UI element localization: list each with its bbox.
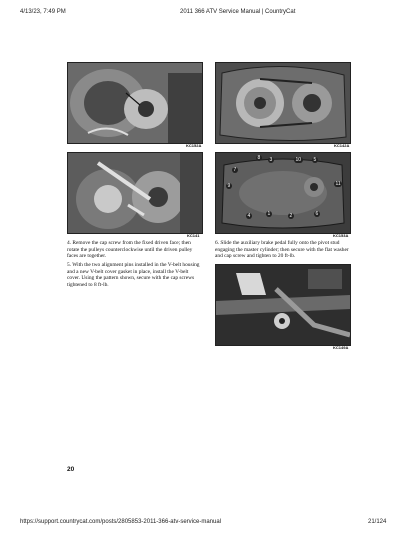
bolt-callout: 6 bbox=[315, 211, 319, 217]
bolt-callout: 10 bbox=[295, 157, 302, 163]
photo-pulley-tool bbox=[67, 152, 203, 234]
bolt-callout: 1 bbox=[267, 211, 271, 217]
figure-caption: KC142A bbox=[334, 143, 350, 148]
photo-driven-pulley bbox=[67, 62, 203, 144]
figure-caption: KC153A bbox=[333, 233, 349, 238]
bolt-callout: 9 bbox=[227, 183, 231, 189]
photo-v-belt-housing bbox=[215, 62, 351, 144]
photo-cover-bolt-pattern bbox=[215, 152, 351, 234]
bolt-callout: 8 bbox=[257, 155, 261, 161]
bolt-callout: 4 bbox=[247, 213, 251, 219]
bolt-callout: 5 bbox=[313, 157, 317, 163]
footer-page-count: 21/124 bbox=[368, 519, 387, 525]
step-4: 4. Remove the cap screw from the fixed driven face; then rotate the pulleys counterclockwise until the driven pulley faces are together. bbox=[67, 240, 193, 260]
page-title: 2011 366 ATV Service Manual | CountryCat bbox=[180, 9, 296, 15]
print-datetime: 4/13/23, 7:49 PM bbox=[20, 9, 66, 15]
bolt-callout: 3 bbox=[269, 157, 273, 163]
step-5: 5. With the two alignment pins installed in the V-belt housing and a new V-belt cover gasket in place, install the V-belt cover. Using the pattern shown, secure with the cap screws tightened to 8 ft-lb. bbox=[67, 262, 200, 288]
figure-caption: KC149A bbox=[333, 345, 349, 350]
figure-caption: KC152A bbox=[186, 143, 202, 148]
step-6: 6. Slide the auxiliary brake pedal fully onto the pivot stud engaging the master cylinder; then secure with the flat washer and cap screw and tighten to 20 ft-lb. bbox=[215, 240, 349, 260]
bolt-callout: 7 bbox=[233, 167, 237, 173]
bolt-callout: 11 bbox=[335, 181, 341, 187]
figure-caption: KC141 bbox=[187, 233, 200, 238]
footer-url: https://support.countrycat.com/posts/2805853-2011-366-atv-service-manual bbox=[20, 519, 221, 525]
page-number: 20 bbox=[67, 466, 75, 473]
photo-brake-pedal bbox=[215, 264, 351, 346]
bolt-callout: 2 bbox=[289, 213, 293, 219]
